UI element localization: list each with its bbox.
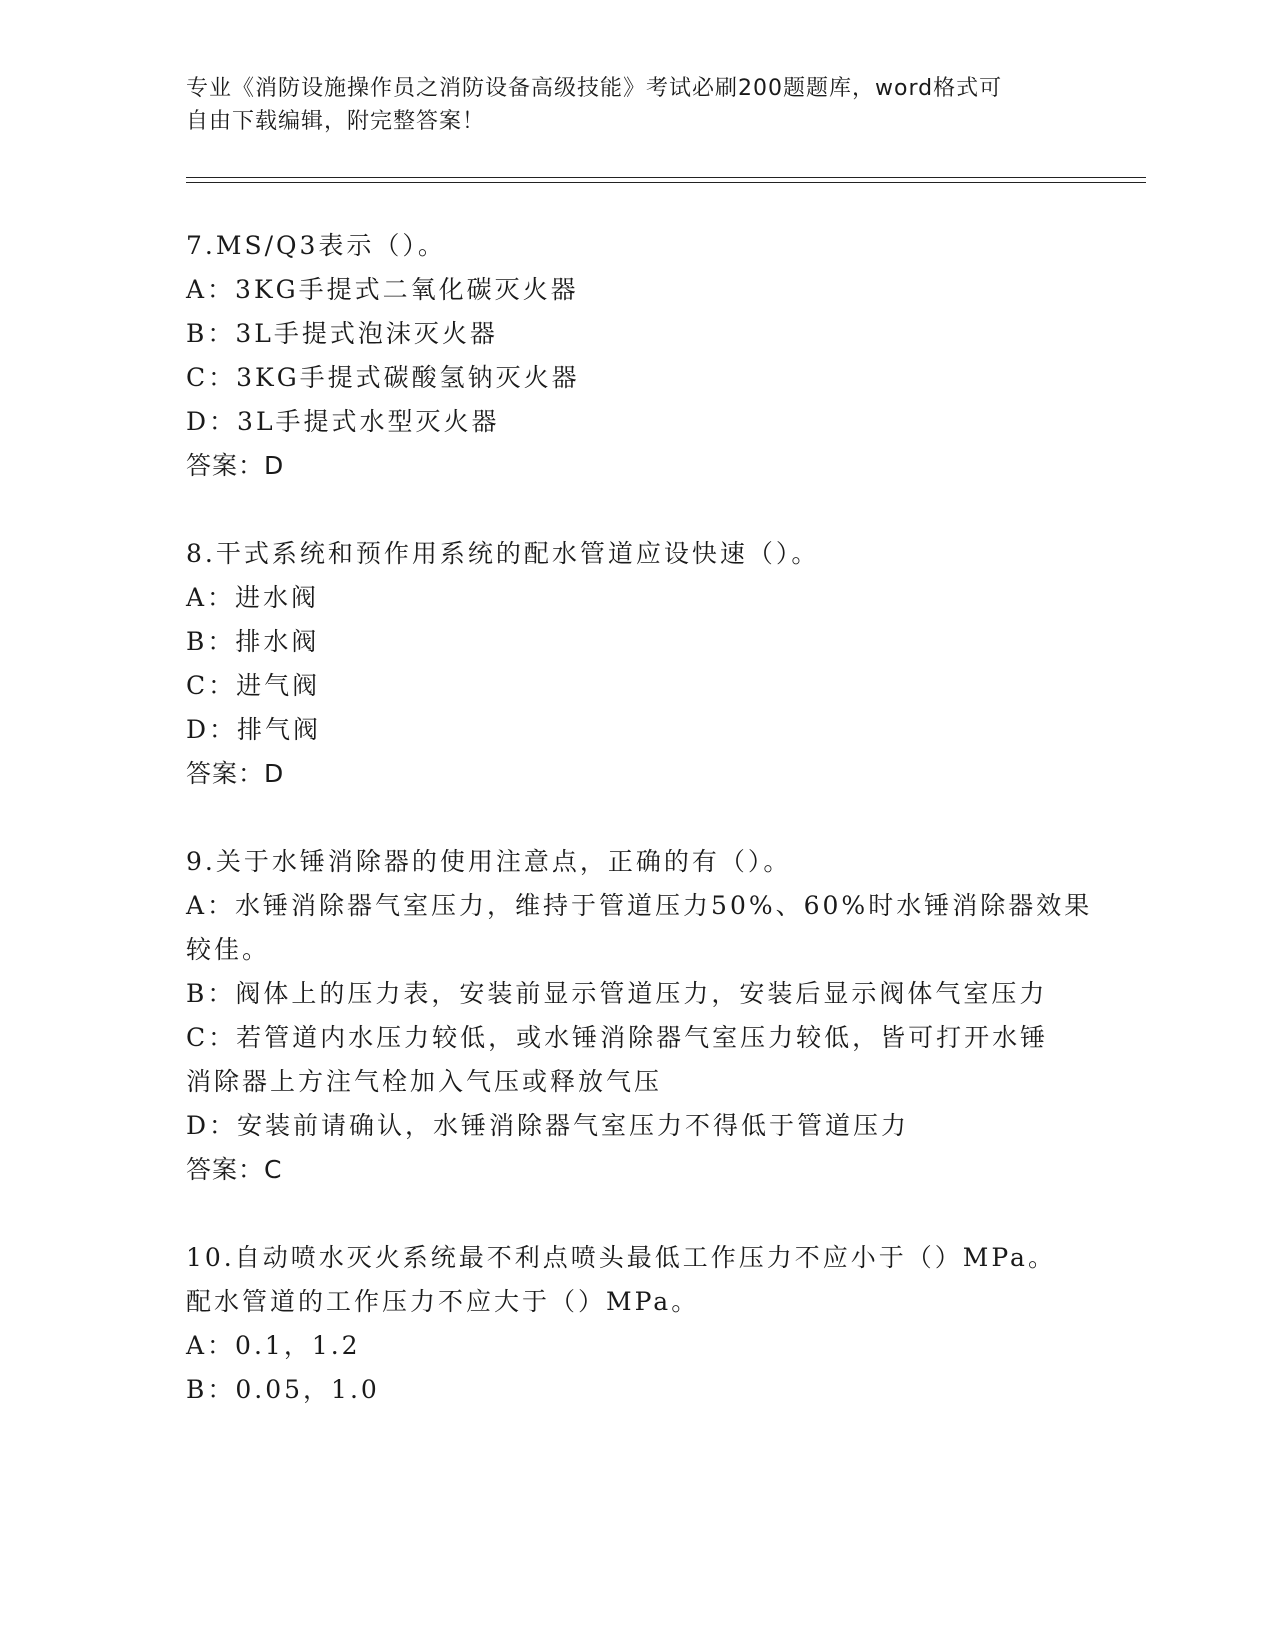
header-line-1: 专业《消防设施操作员之消防设备高级技能》考试必刷200题题库，word格式可 bbox=[186, 76, 1003, 101]
question-7-stem: 7.MS/Q3表示（）。 bbox=[186, 231, 446, 260]
question-9-option-b: B：阀体上的压力表，安装前显示管道压力，安装后显示阀体气室压力 bbox=[186, 979, 1048, 1008]
question-8-stem: 8.干式系统和预作用系统的配水管道应设快速（）。 bbox=[186, 539, 820, 568]
question-7-option-a: A：3KG手提式二氧化碳灭火器 bbox=[186, 275, 579, 304]
question-7-answer: 答案：D bbox=[186, 451, 285, 480]
question-9-stem: 9.关于水锤消除器的使用注意点，正确的有（）。 bbox=[186, 847, 792, 876]
question-8-option-c: C：进气阀 bbox=[186, 671, 321, 700]
question-9-answer: 答案：C bbox=[186, 1155, 283, 1184]
question-9-option-d: D：安装前请确认，水锤消除器气室压力不得低于管道压力 bbox=[186, 1111, 910, 1140]
document-header bbox=[186, 72, 1066, 138]
question-9-option-c-line-2: 消除器上方注气栓加入气压或释放气压 bbox=[186, 1067, 663, 1096]
question-7-option-b: B：3L手提式泡沫灭火器 bbox=[186, 319, 498, 348]
question-8-option-b: B：排水阀 bbox=[186, 627, 320, 656]
question-9-option-a-line-2: 较佳。 bbox=[186, 935, 271, 964]
question-7-option-c: C：3KG手提式碳酸氢钠灭火器 bbox=[186, 363, 580, 392]
question-10-option-b: B：0.05，1.0 bbox=[186, 1375, 380, 1404]
question-10-stem-line-2: 配水管道的工作压力不应大于（）MPa。 bbox=[186, 1287, 700, 1316]
header-divider-top bbox=[186, 177, 1146, 178]
question-9-option-c-line-1: C：若管道内水压力较低，或水锤消除器气室压力较低，皆可打开水锤 bbox=[186, 1023, 1049, 1052]
question-8-option-d: D：排气阀 bbox=[186, 715, 322, 744]
question-9-option-a-line-1: A：水锤消除器气室压力，维持于管道压力50%、60%时水锤消除器效果 bbox=[186, 891, 1093, 920]
question-10-stem-line-1: 10.自动喷水灭火系统最不利点喷头最低工作压力不应小于（）MPa。 bbox=[186, 1243, 1056, 1272]
question-8-option-a: A：进水阀 bbox=[186, 583, 320, 612]
question-7-option-d: D：3L手提式水型灭火器 bbox=[186, 407, 500, 436]
question-10-option-a: A：0.1，1.2 bbox=[186, 1331, 361, 1360]
question-8-answer: 答案：D bbox=[186, 759, 285, 788]
header-divider-bottom bbox=[186, 182, 1146, 183]
header-line-2: 自由下载编辑，附完整答案！ bbox=[186, 109, 486, 134]
